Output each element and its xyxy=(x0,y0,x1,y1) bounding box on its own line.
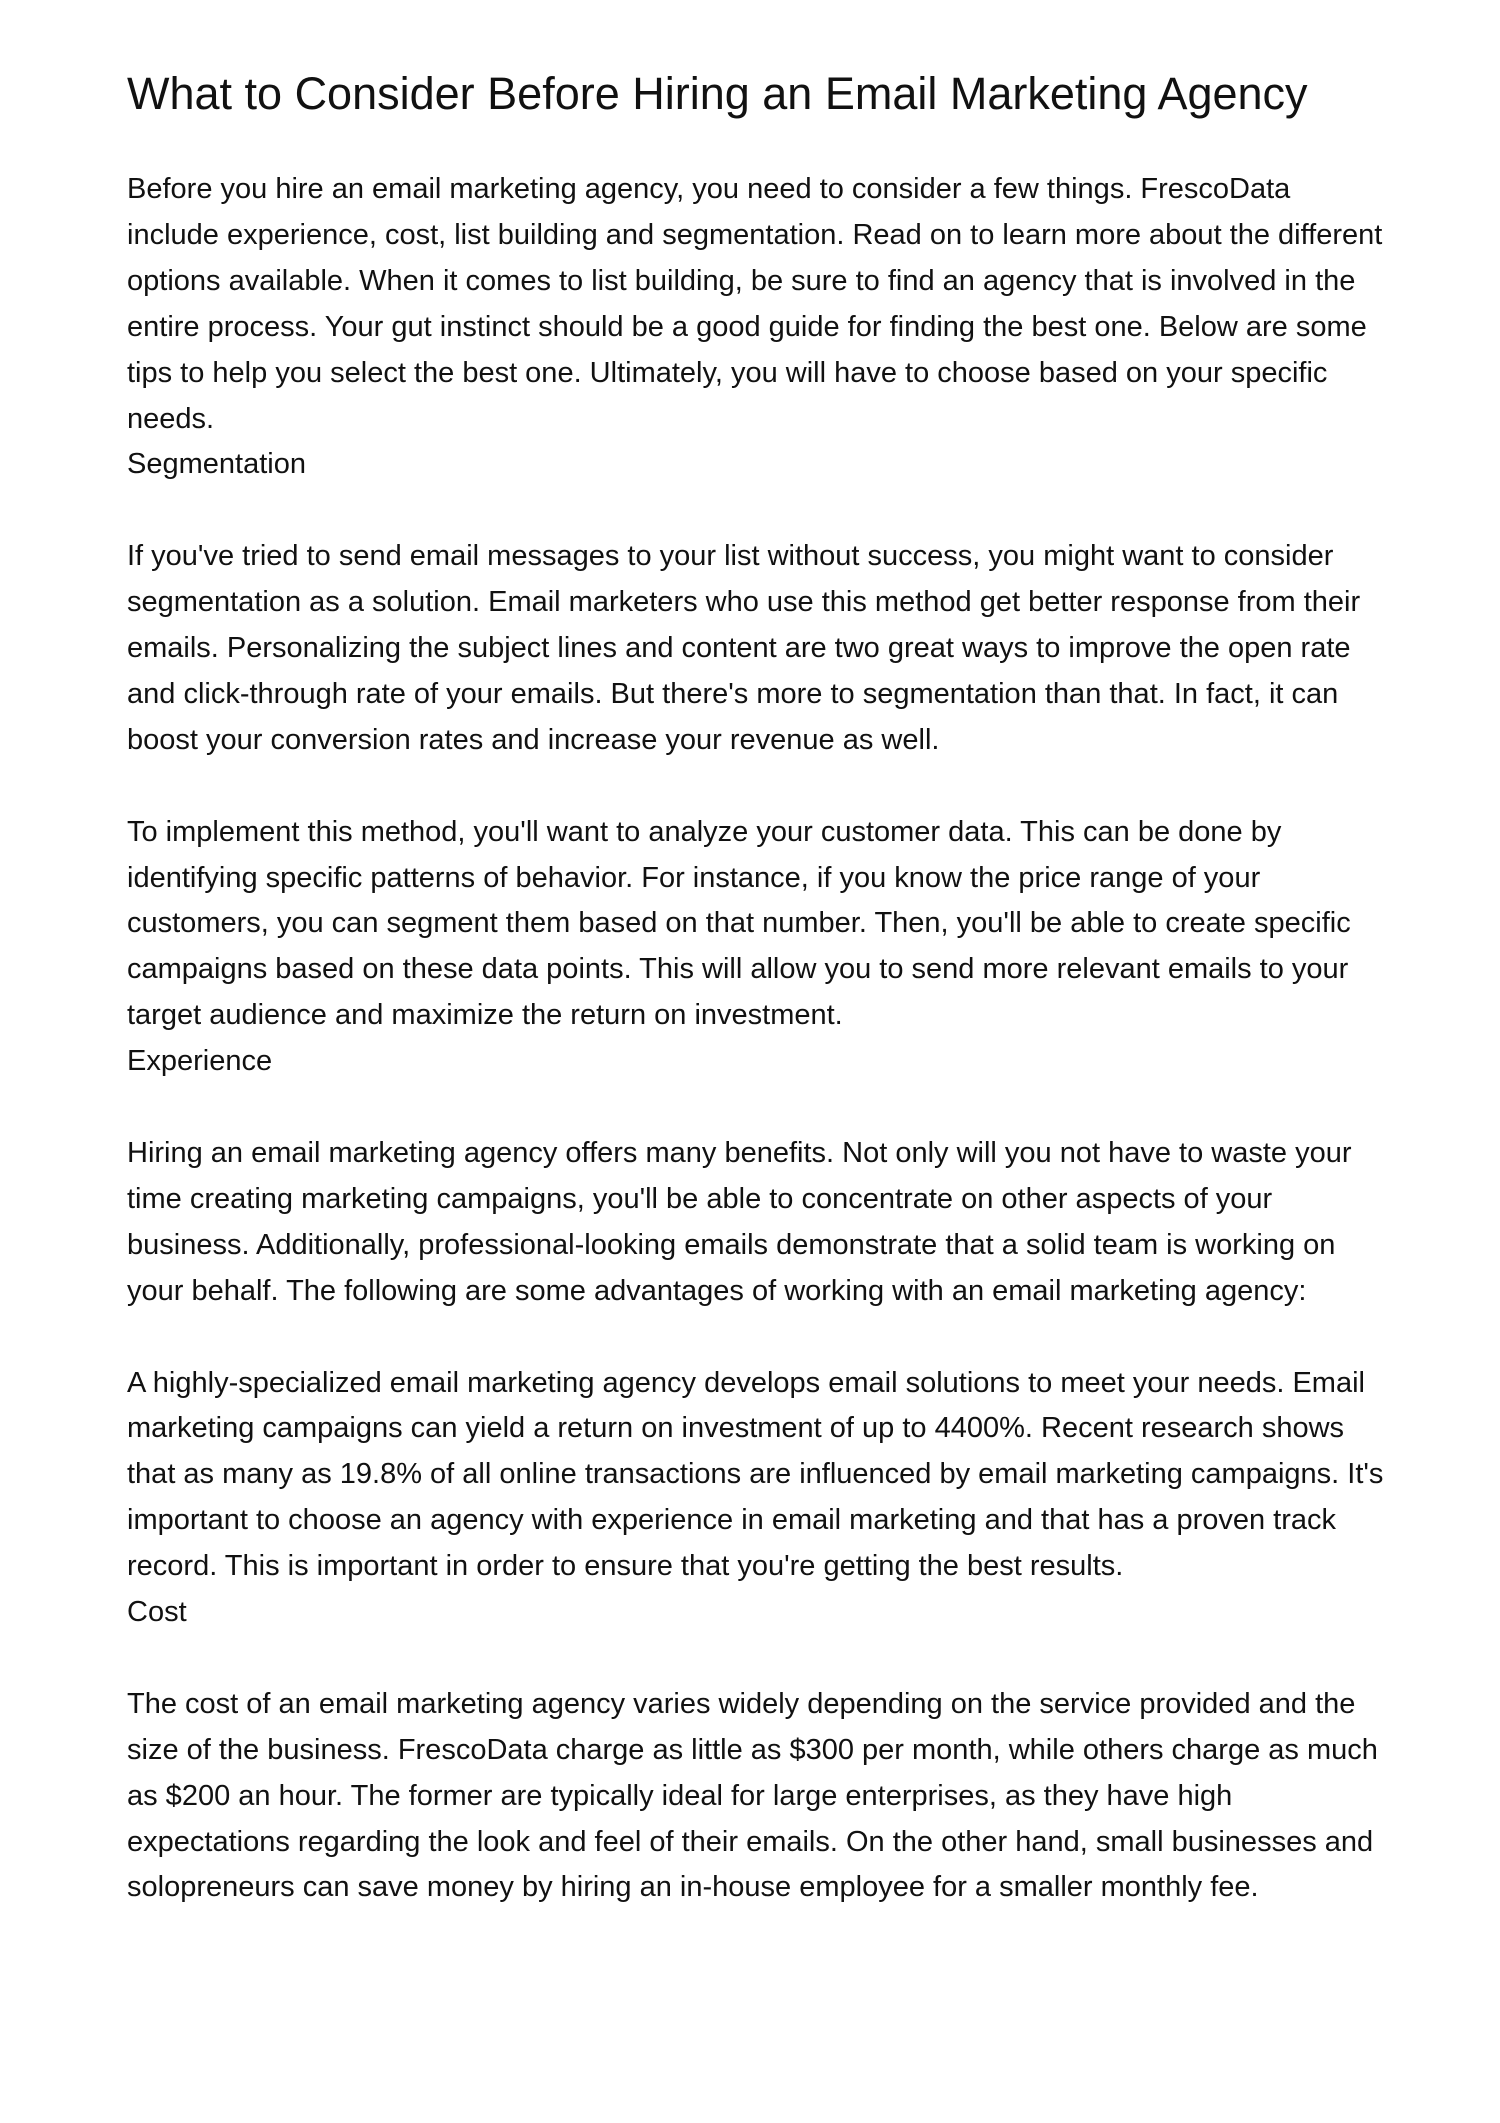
document-body xyxy=(127,167,1387,1911)
paragraph-gap xyxy=(127,1315,1387,1361)
paragraph-gap xyxy=(127,1085,1387,1131)
cost-paragraph-1: The cost of an email marketing agency varies widely depending on the service provided and the size of the business. FrescoData charge as little as $300 per month, while others charge as much as $200 an hour. The former are typically ideal for large enterprises, as they have high expectations regarding the look and feel of their emails. On the other hand, small businesses and solopreneurs can save money by hiring an in-house employee for a smaller monthly fee. xyxy=(127,1687,1378,1904)
paragraph-gap xyxy=(127,1636,1387,1682)
segmentation-paragraph-2: To implement this method, you'll want to analyze your customer data. This can be done by identifying specific patterns of behavior. For instance, if you know the price range of your customers, you can segment them based on that number. Then, you'll be able to create specific campaigns based on these data points. This will allow you to send more relevant emails to your target audience and maximize the return on investment. xyxy=(127,815,1351,1032)
segmentation-paragraph-1: If you've tried to send email messages to your list without success, you might want to consider segmentation as a solution. Email marketers who use this method get better response from their emails. Personalizing the subject lines and content are two great ways to improve the open rate and click-through rate of your emails. But there's more to segmentation than that. In fact, it can boost your conversion rates and increase your revenue as well. xyxy=(127,540,1361,756)
section-heading-segmentation: Segmentation xyxy=(127,448,306,481)
experience-paragraph-1: Hiring an email marketing agency offers many benefits. Not only will you not have to waste your time creating marketing campaigns, you'll be able to concentrate on other aspects of your business. Additionally, professional-looking emails demonstrate that a solid team is working on your behalf. The following are some advantages of working with an email marketing agency: xyxy=(127,1136,1352,1307)
section-heading-cost: Cost xyxy=(127,1596,187,1629)
paragraph-gap xyxy=(127,764,1387,810)
experience-paragraph-2: A highly-specialized email marketing agency develops email solutions to meet your needs. Email marketing campaigns can yield a return on investment of up to 4400%. Recent research shows that as many as 19.8% of all online transactions are influenced by email marketing campaigns. It's important to choose an agency with experience in email marketing and that has a proven track record. This is important in order to ensure that you're getting the best results. xyxy=(127,1366,1384,1583)
intro-paragraph: Before you hire an email marketing agency, you need to consider a few things. FrescoData include experience, cost, list building and segmentation. Read on to learn more about the different options available. When it comes to list building, be sure to find an agency that is involved in the entire process. Your gut instinct should be a good guide for finding the best one. Below are some tips to help you select the best one. Ultimately, you will have to choose based on your specific needs. xyxy=(127,173,1383,435)
page-title: What to Consider Before Hiring an Email Marketing Agency xyxy=(127,68,1308,119)
section-heading-experience: Experience xyxy=(127,1045,273,1078)
paragraph-gap xyxy=(127,488,1387,534)
